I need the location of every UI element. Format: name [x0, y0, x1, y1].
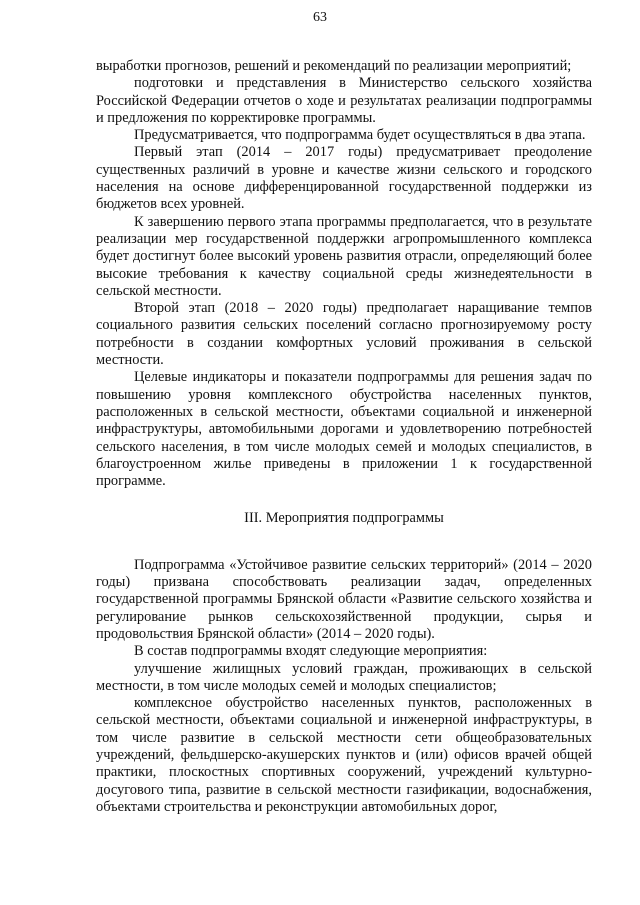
paragraph: Целевые индикаторы и показатели подпрограммы для решения задач по повышению уровня комплексного обустройства населенных пунктов, расположенных в сельской местности, объектами социальной и инженерной инфраструктуры, автомобильными дорогами и удовлетворению потребностей сельского населения, в том числе молодых семей и молодых специалистов, в благоустроенном жилье приведены в приложении 1 к государственной программе.: [96, 369, 592, 490]
paragraph: подготовки и представления в Министерство сельского хозяйства Российской Федерации отчетов о ходе и результатах реализации подпрограммы и предложения по корректировке программы.: [96, 75, 592, 126]
paragraph: Предусматривается, что подпрограмма будет осуществляться в два этапа.: [134, 127, 586, 144]
paragraph: В состав подпрограммы входят следующие мероприятия:: [134, 643, 488, 660]
paragraph: Второй этап (2018 – 2020 годы) предполагает наращивание темпов социального развития сельских поселений согласно прогнозируемому росту потребности в создании комфортных условий проживания в сельской местности.: [96, 300, 592, 369]
paragraph: Первый этап (2014 – 2017 годы) предусматривает преодоление существенных различий в уровне и качестве жизни сельского и городского населения на основе дифференцированной государственной поддержки из бюджетов всех уровней.: [96, 144, 592, 213]
paragraph: Подпрограмма «Устойчивое развитие сельских территорий» (2014 – 2020 годы) призвана способствовать реализации задач, определенных государственной программы Брянской области «Развитие сельского хозяйства и регулирование рынков сельскохозяйственной продукции, сырья и продовольствия Брянской области» (2014 – 2020 годы).: [96, 556, 592, 642]
paragraph: выработки прогнозов, решений и рекомендаций по реализации мероприятий;: [96, 58, 572, 74]
paragraph: улучшение жилищных условий граждан, проживающих в сельской местности, в том числе молодых семей и молодых специалистов;: [96, 660, 592, 694]
page-number: 63: [313, 10, 327, 25]
paragraph: К завершению первого этапа программы предполагается, что в результате реализации мер государственной поддержки агропромышленного комплекса будет достигнут более высокий уровень развития отрасли, определяющий более высокие требования к качеству социальной среды жизнедеятельности в сельской местности.: [96, 213, 592, 299]
paragraph: комплексное обустройство населенных пунктов, расположенных в сельской местности, объектами социальной и инженерной инфраструктуры, в том числе развитие в сельской местности сети общеобразовательных учреждений, фельдшерско-акушерских пунктов и (или) офисов врачей общей практики, плоскостных спортивных сооружений, учреждений культурно-досугового типа, развитие в сельской местности газификации, водоснабжения, объектами строительства и реконструкции автомобильных дорог,: [96, 695, 592, 815]
section-heading: III. Мероприятия подпрограммы: [244, 510, 444, 527]
document-body: [96, 58, 592, 816]
